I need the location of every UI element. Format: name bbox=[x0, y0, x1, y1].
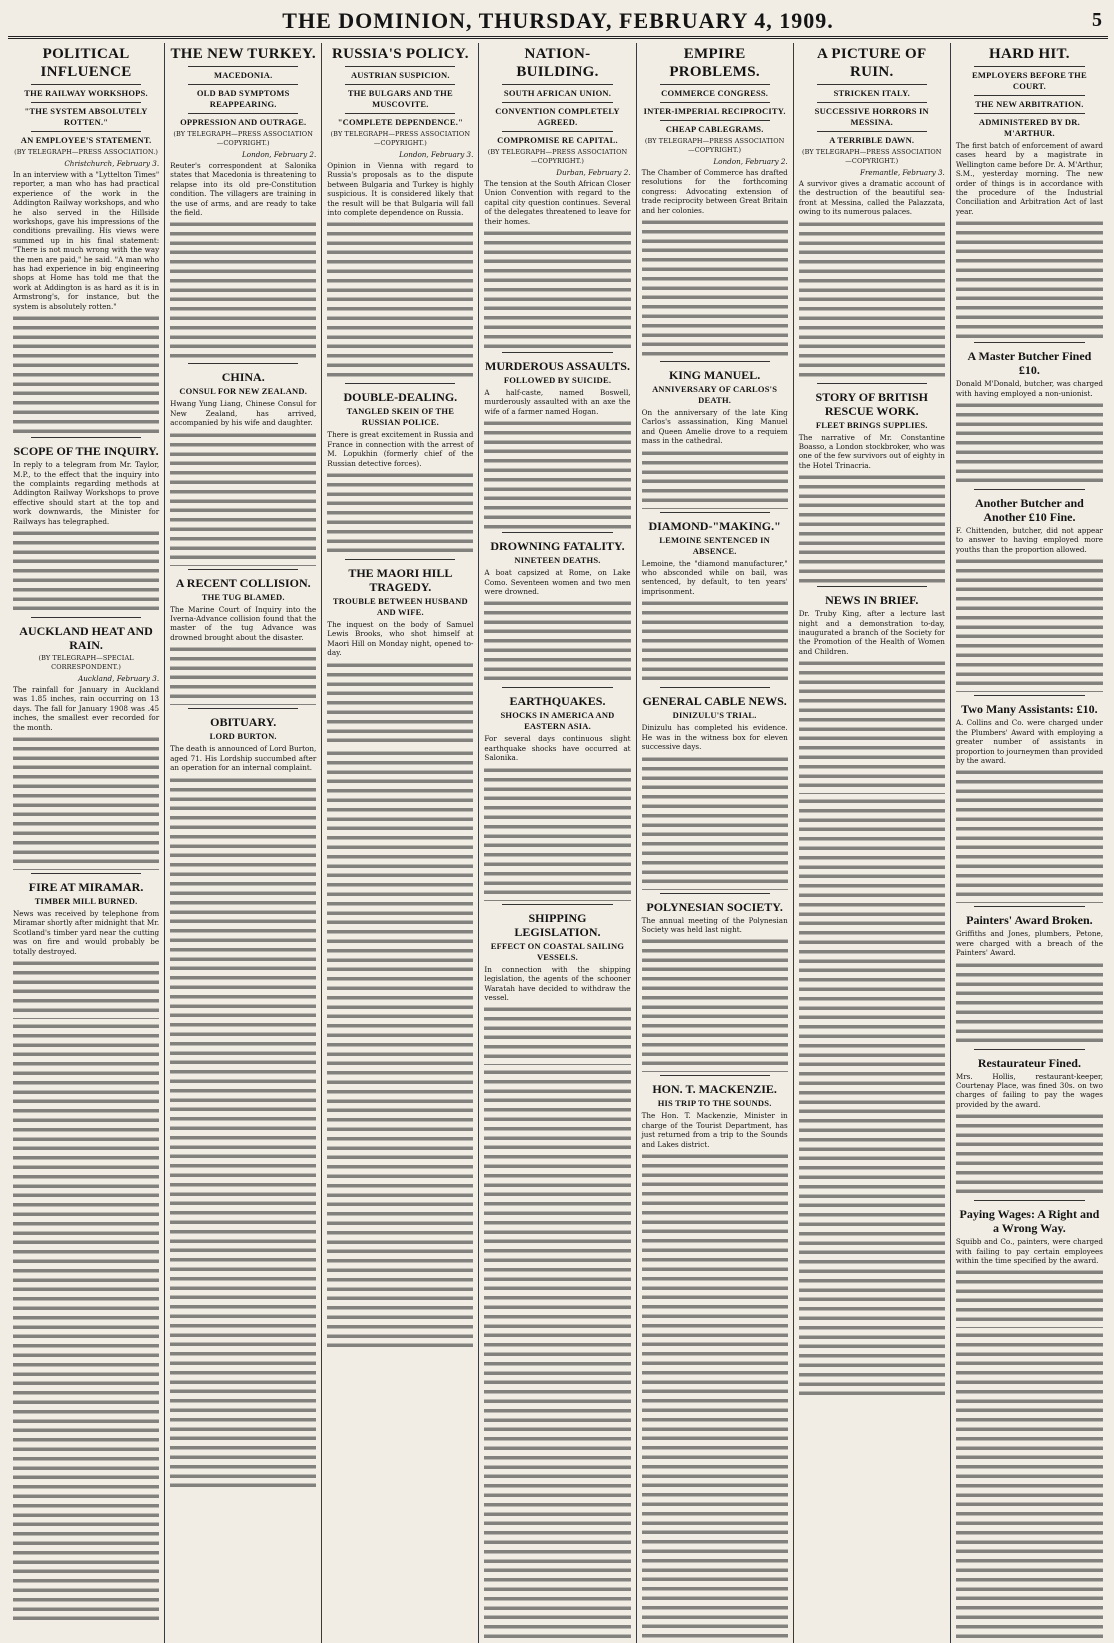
subhead: A TERRIBLE DAWN. bbox=[829, 135, 915, 145]
divider bbox=[660, 120, 770, 121]
text-lines bbox=[13, 959, 159, 1019]
divider bbox=[974, 906, 1085, 907]
page-number: 5 bbox=[1092, 9, 1102, 31]
divider bbox=[974, 1200, 1085, 1201]
text-lines bbox=[13, 735, 159, 870]
section-body: The annual meeting of the Polynesian Society was held last night. bbox=[641, 915, 788, 934]
divider bbox=[974, 95, 1085, 96]
section-body: Dr. Truby King, after a lecture last night and a demonstration to-day, inaugurated a branch of the Society for the Promotion of the Health of Women and Children. bbox=[798, 609, 945, 656]
divider bbox=[31, 84, 141, 85]
wire-credit: (BY TELEGRAPH—PRESS ASSOCIATION—COPYRIGHT.) bbox=[801, 148, 942, 165]
text-lines bbox=[170, 776, 316, 886]
column-6 bbox=[794, 43, 951, 1643]
text-lines bbox=[956, 1268, 1103, 1328]
divider bbox=[974, 695, 1085, 696]
divider bbox=[974, 489, 1085, 490]
divider bbox=[660, 893, 770, 894]
section-headline: CHINA. bbox=[221, 370, 265, 385]
section-headline: Restaurateur Fined. bbox=[977, 1055, 1081, 1070]
article-body: Reuter's correspondent at Salonika states that Macedonia is threatening to relapse into its old pre-Constitution condition. The villagers are training in the use of arms, and are ready to take the field. bbox=[170, 161, 317, 218]
subhead: ADMINISTERED BY DR. M'ARTHUR. bbox=[978, 117, 1080, 138]
divider bbox=[974, 113, 1085, 114]
section-headline: HON. T. MACKENZIE. bbox=[652, 1082, 777, 1097]
text-lines bbox=[642, 937, 788, 1072]
section-body: Lemoine, the "diamond manufacturer," who absconded while on bail, was sentenced, by default, to ten years' imprisonment. bbox=[641, 558, 788, 596]
article-body: The first batch of enforcement of award cases heard by a magistrate in Wellington came before Dr. A. M'Arthur, S.M., yesterday morning. The new order of things is in accordance with the procedure of the Industrial Conciliation and Arbitration Act of last year. bbox=[955, 141, 1103, 216]
section-headline: DIAMOND-"MAKING." bbox=[648, 518, 781, 533]
section-body: In connection with the shipping legislation, the agents of the schooner Waratah have decided to withdraw the vessel. bbox=[484, 964, 631, 1002]
divider bbox=[502, 102, 612, 103]
section-body: F. Chittenden, butcher, did not appear to answer to having employed more youths than the proportion allowed. bbox=[955, 526, 1103, 554]
dateline: Fremantle, February 3. bbox=[859, 168, 945, 177]
section-body: Squibb and Co., painters, were charged with failing to pay certain employees within the time specified by the award. bbox=[955, 1237, 1103, 1265]
section-subhead: THE TUG BLAMED. bbox=[201, 591, 285, 602]
text-lines bbox=[484, 229, 630, 349]
text-lines bbox=[799, 797, 945, 1397]
section-subhead: TROUBLE BETWEEN HUSBAND AND WIFE. bbox=[332, 596, 468, 618]
section-headline: GENERAL CABLE NEWS. bbox=[642, 694, 787, 709]
section-headline: A Master Butcher Fined £10. bbox=[967, 349, 1092, 378]
divider bbox=[502, 84, 612, 85]
divider bbox=[31, 873, 141, 874]
masthead-title: THE DOMINION, THURSDAY, FEBRUARY 4, 1909. bbox=[282, 8, 834, 33]
text-lines bbox=[642, 1265, 788, 1643]
section-headline: Painters' Award Broken. bbox=[966, 913, 1093, 928]
section-subhead: LEMOINE SENTENCED IN ABSENCE. bbox=[659, 534, 770, 556]
dateline: Auckland, February 3. bbox=[78, 673, 160, 683]
section-body: A boat capsized at Rome, on Lake Como. Seventeen women and two men were drowned. bbox=[484, 568, 631, 597]
article-body: Opinion in Vienna with regard to Russia's proposals as to the dispute between Bulgaria and Turkey is highly suspicious. It is considered likely that the result will be that Bulgaria will fall into complete dependence on Russia. bbox=[327, 161, 474, 218]
section-subhead: NINETEEN DEATHS. bbox=[514, 555, 601, 566]
divider bbox=[660, 512, 770, 513]
column-headline: NATION-BUILDING. bbox=[516, 46, 599, 80]
text-lines bbox=[327, 220, 473, 380]
divider bbox=[188, 708, 298, 709]
subhead: STRICKEN ITALY. bbox=[833, 88, 910, 98]
section-subhead: FLEET BRINGS SUPPLIES. bbox=[815, 419, 928, 430]
divider bbox=[31, 102, 141, 103]
subhead: CONVENTION COMPLETELY AGREED. bbox=[495, 106, 620, 127]
text-lines bbox=[956, 1112, 1103, 1197]
text-lines bbox=[484, 419, 630, 529]
section-headline: POLYNESIAN SOCIETY. bbox=[646, 899, 783, 914]
divider bbox=[188, 66, 298, 67]
section-headline: DOUBLE-DEALING. bbox=[343, 390, 458, 405]
divider bbox=[817, 586, 927, 587]
section-headline: MURDEROUS ASSAULTS. bbox=[485, 359, 630, 374]
text-lines bbox=[327, 661, 473, 746]
divider bbox=[974, 1049, 1085, 1050]
divider bbox=[660, 1075, 770, 1076]
divider bbox=[188, 363, 298, 364]
divider bbox=[974, 66, 1085, 67]
section-body: The Marine Court of Inquiry into the Iverna-Advance collision found that the master of the tug Advance was drowned brought about the disaster. bbox=[170, 604, 317, 642]
column-2 bbox=[165, 43, 322, 1643]
section-body: The inquest on the body of Samuel Lewis Brooks, who shot himself at Maori Hill on Monday night, opened to-day. bbox=[327, 620, 474, 658]
text-lines bbox=[642, 1152, 788, 1262]
divider bbox=[188, 113, 298, 114]
column-headline: RUSSIA'S POLICY. bbox=[331, 46, 469, 62]
dateline: Christchurch, February 3. bbox=[64, 159, 160, 168]
text-lines bbox=[956, 557, 1103, 692]
section-subhead: EFFECT ON COASTAL SAILING VESSELS. bbox=[490, 940, 625, 962]
wire-credit: (BY TELEGRAPH—PRESS ASSOCIATION—COPYRIGHT.) bbox=[644, 137, 785, 154]
section-body: Mrs. Hollis, restaurant-keeper, Courtenay Place, was fined 30s. on two charges of failing to pay the wages provided by the award. bbox=[955, 1071, 1103, 1109]
article-body: The Chamber of Commerce has drafted resolutions for the forthcoming congress: Advocating extension of trade reciprocity between Great Britain and her colonies. bbox=[641, 168, 788, 215]
section-subhead: SHOCKS IN AMERICA AND EASTERN ASIA. bbox=[500, 710, 615, 732]
dateline: Durban, February 2. bbox=[556, 168, 631, 177]
text-lines bbox=[956, 768, 1103, 903]
subhead: "THE SYSTEM ABSOLUTELY ROTTEN." bbox=[24, 106, 148, 127]
section-body: The narrative of Mr. Constantine Boasso, a London stockbroker, who was one of the few survivors out of eighty in the Hotel Trinacria. bbox=[798, 432, 945, 470]
section-body: The death is announced of Lord Burton, aged 71. His Lordship succumbed after an operation for an internal complaint. bbox=[170, 744, 317, 773]
subhead: EMPLOYERS BEFORE THE COURT. bbox=[971, 70, 1087, 91]
divider bbox=[817, 383, 927, 384]
dateline: London, February 3. bbox=[399, 150, 474, 159]
section-subhead: ANNIVERSARY OF CARLOS'S DEATH. bbox=[652, 384, 778, 406]
divider bbox=[817, 84, 927, 85]
section-subhead: LORD BURTON. bbox=[209, 731, 277, 742]
subhead: SUCCESSIVE HORRORS IN MESSINA. bbox=[814, 106, 929, 127]
text-lines bbox=[484, 599, 630, 684]
column-4 bbox=[479, 43, 636, 1643]
section-headline: SCOPE OF THE INQUIRY. bbox=[13, 444, 159, 459]
article-body: In an interview with a "Lyttelton Times" reporter, a man who has had practical experience of the work in the Addington Railway workshops, and who he also served in the Hillside workshops, gave his impressions of the conditions prevailing. His views were summed up in his final statement: "There is not much wrong with the way the men are paid," he said. "A man who has had experience in big engineering shops at Home has told me that the work at Addington is as hard as it is in Armstrong's, for instance, but the system is absolutely rotten." bbox=[13, 170, 160, 311]
divider bbox=[660, 84, 770, 85]
section-headline: Two Many Assistants: £10. bbox=[961, 702, 1098, 717]
column-3 bbox=[322, 43, 479, 1643]
section-subhead: TANGLED SKEIN OF THE RUSSIAN POLICE. bbox=[346, 406, 455, 428]
wire-credit: (BY TELEGRAPH—PRESS ASSOCIATION.) bbox=[14, 148, 159, 156]
column-headline: A PICTURE OF RUIN. bbox=[817, 46, 927, 80]
subhead: MACEDONIA. bbox=[213, 70, 273, 80]
section-headline: DROWNING FATALITY. bbox=[490, 539, 625, 554]
wire-credit: (BY TELEGRAPH—PRESS ASSOCIATION—COPYRIGHT.) bbox=[330, 130, 471, 147]
divider bbox=[345, 113, 455, 114]
divider bbox=[345, 383, 455, 384]
section-body: A half-caste, named Boswell, murderously assaulted with an axe the wife of a farmer named Hogan. bbox=[484, 388, 631, 416]
subhead: AUSTRIAN SUSPICION. bbox=[350, 70, 450, 80]
divider bbox=[345, 66, 455, 67]
divider bbox=[502, 352, 612, 353]
divider bbox=[660, 687, 770, 688]
section-headline: Another Butcher and Another £10 Fine. bbox=[974, 496, 1084, 525]
text-lines bbox=[956, 401, 1103, 486]
divider bbox=[31, 617, 141, 618]
text-lines bbox=[170, 220, 316, 360]
dateline: London, February 2. bbox=[713, 157, 788, 166]
section-headline: OBITUARY. bbox=[210, 715, 277, 730]
column-5 bbox=[637, 43, 794, 1643]
article-body: A survivor gives a dramatic account of the destruction of the beautiful sea-front at Messina, called the Palazzata, owing to its numerous palaces. bbox=[798, 179, 945, 217]
text-lines bbox=[327, 749, 473, 1349]
section-body: Hwang Yung Liang, Chinese Consul for New Zealand, has arrived, accompanied by his wife and daughter. bbox=[170, 399, 317, 428]
column-headline: POLITICAL INFLUENCE bbox=[40, 46, 132, 80]
text-lines bbox=[170, 889, 316, 1489]
section-body: There is great excitement in Russia and France in connection with the arrest of M. Lopukhin (formerly chief of the Russian detective forces). bbox=[327, 430, 474, 468]
section-body: A. Collins and Co. were charged under the Plumbers' Award with employing a greater number of assistants in proportion to journeymen than provided by the award. bbox=[955, 718, 1103, 765]
divider bbox=[660, 361, 770, 362]
column-7 bbox=[951, 43, 1108, 1643]
section-body: News was received by telephone from Miramar shortly after midnight that Mr. Scotland's timber yard near the cutting was on fire and would probably be totally destroyed. bbox=[13, 908, 160, 956]
text-lines bbox=[799, 473, 945, 583]
divider bbox=[502, 904, 612, 905]
column-headline: EMPIRE PROBLEMS. bbox=[669, 46, 760, 80]
wire-credit: (BY TELEGRAPH—SPECIAL CORRESPONDENT.) bbox=[38, 653, 134, 671]
text-lines bbox=[956, 961, 1103, 1046]
subhead: "COMPLETE DEPENDENCE." bbox=[337, 117, 463, 127]
text-lines bbox=[13, 314, 159, 434]
text-lines bbox=[484, 1005, 630, 1065]
section-headline: SHIPPING LEGISLATION. bbox=[514, 910, 601, 939]
text-lines bbox=[956, 1331, 1103, 1643]
section-headline: EARTHQUAKES. bbox=[509, 694, 606, 709]
column-headline: THE NEW TURKEY. bbox=[170, 46, 316, 62]
subhead: OPPRESSION AND OUTRAGE. bbox=[180, 117, 307, 127]
text-lines bbox=[956, 219, 1103, 339]
section-headline: AUCKLAND HEAT AND RAIN. bbox=[19, 623, 153, 652]
text-lines bbox=[13, 1022, 159, 1622]
divider bbox=[31, 131, 141, 132]
section-subhead: CONSUL FOR NEW ZEALAND. bbox=[179, 386, 308, 397]
section-body: Griffiths and Jones, plumbers, Petone, were charged with a breach of the Painters' Award. bbox=[955, 929, 1103, 958]
text-lines bbox=[642, 449, 788, 509]
section-headline: FIRE AT MIRAMAR. bbox=[28, 879, 144, 894]
subhead: OLD BAD SYMPTOMS REAPPEARING. bbox=[196, 88, 290, 109]
text-lines bbox=[799, 220, 945, 380]
section-subhead: TIMBER MILL BURNED. bbox=[34, 895, 138, 906]
section-body: Dinizulu has completed his evidence. He was in the witness box for eleven successive days. bbox=[641, 723, 788, 752]
text-lines bbox=[799, 659, 945, 794]
divider bbox=[345, 84, 455, 85]
text-lines bbox=[13, 529, 159, 614]
article-body: The tension at the South African Closer Union Convention with regard to the capital city question continues. Several of the delegates threatened to leave for their homes. bbox=[484, 179, 631, 226]
section-body: In reply to a telegram from Mr. Taylor, M.P., to the effect that the inquiry into the complaints regarding methods at Addington Railway Workshops to prove effective should start at the top and work downwards, the Minister for Railways has telegraphed. bbox=[13, 460, 160, 526]
section-headline: NEWS IN BRIEF. bbox=[825, 593, 919, 608]
section-subhead: DINIZULU'S TRIAL. bbox=[672, 710, 757, 721]
text-lines bbox=[484, 766, 630, 901]
section-headline: KING MANUEL. bbox=[668, 368, 761, 383]
section-subhead: FOLLOWED BY SUICIDE. bbox=[503, 375, 612, 386]
section-body: The Hon. T. Mackenzie, Minister in charge of the Tourist Department, has just returned from a trip to the Sounds and Lakes district. bbox=[641, 1111, 788, 1149]
divider bbox=[974, 342, 1085, 343]
columns bbox=[8, 43, 1108, 1643]
dateline: London, February 2. bbox=[241, 150, 317, 159]
divider bbox=[502, 687, 612, 688]
section-body: Donald M'Donald, butcher, was charged with having employed a non-unionist. bbox=[955, 379, 1103, 398]
divider bbox=[188, 569, 298, 570]
section-headline: A RECENT COLLISION. bbox=[175, 575, 311, 590]
subhead: THE BULGARS AND THE MUSCOVITE. bbox=[347, 88, 453, 109]
text-lines bbox=[642, 218, 788, 358]
text-lines bbox=[484, 1068, 630, 1643]
divider bbox=[502, 532, 612, 533]
subhead: CHEAP CABLEGRAMS. bbox=[665, 124, 764, 134]
divider bbox=[31, 437, 141, 438]
subhead: COMMERCE CONGRESS. bbox=[661, 88, 769, 98]
divider bbox=[502, 131, 612, 132]
section-body: On the anniversary of the late King Carlos's assassination, King Manuel and Queen Amelie drove to a requiem mass in the cathedral. bbox=[641, 408, 788, 446]
wire-credit: (BY TELEGRAPH—PRESS ASSOCIATION—COPYRIGHT.) bbox=[487, 148, 628, 165]
subhead: COMPROMISE RE CAPITAL. bbox=[497, 135, 618, 145]
text-lines bbox=[170, 645, 316, 705]
divider bbox=[660, 102, 770, 103]
section-body: The rainfall for January in Auckland was 1.85 inches, rain occurring on 13 days. The fall for January 1908 was .45 inches, the smallest ever recorded for the month. bbox=[13, 684, 160, 732]
text-lines bbox=[327, 471, 473, 556]
section-headline: THE MAORI HILL TRAGEDY. bbox=[348, 566, 453, 595]
divider bbox=[817, 131, 927, 132]
column-headline: HARD HIT. bbox=[989, 46, 1070, 62]
subhead: AN EMPLOYEE'S STATEMENT. bbox=[20, 135, 152, 145]
section-subhead: HIS TRIP TO THE SOUNDS. bbox=[657, 1098, 772, 1109]
subhead: INTER-IMPERIAL RECIPROCITY. bbox=[643, 106, 786, 116]
divider bbox=[817, 102, 927, 103]
column-1 bbox=[8, 43, 165, 1643]
subhead: SOUTH AFRICAN UNION. bbox=[503, 88, 612, 98]
masthead bbox=[8, 6, 1108, 39]
text-lines bbox=[642, 755, 788, 890]
divider bbox=[345, 559, 455, 560]
section-body: For several days continuous slight earthquake shocks have occurred at Salonika. bbox=[484, 734, 631, 763]
text-lines bbox=[642, 599, 788, 684]
section-headline: Paying Wages: A Right and a Wrong Way. bbox=[959, 1207, 1100, 1236]
text-lines bbox=[170, 431, 316, 566]
subhead: THE RAILWAY WORKSHOPS. bbox=[24, 88, 148, 98]
subhead: THE NEW ARBITRATION. bbox=[975, 99, 1084, 109]
section-headline: STORY OF BRITISH RESCUE WORK. bbox=[815, 389, 929, 418]
divider bbox=[188, 84, 298, 85]
wire-credit: (BY TELEGRAPH—PRESS ASSOCIATION—COPYRIGHT.) bbox=[173, 130, 314, 147]
